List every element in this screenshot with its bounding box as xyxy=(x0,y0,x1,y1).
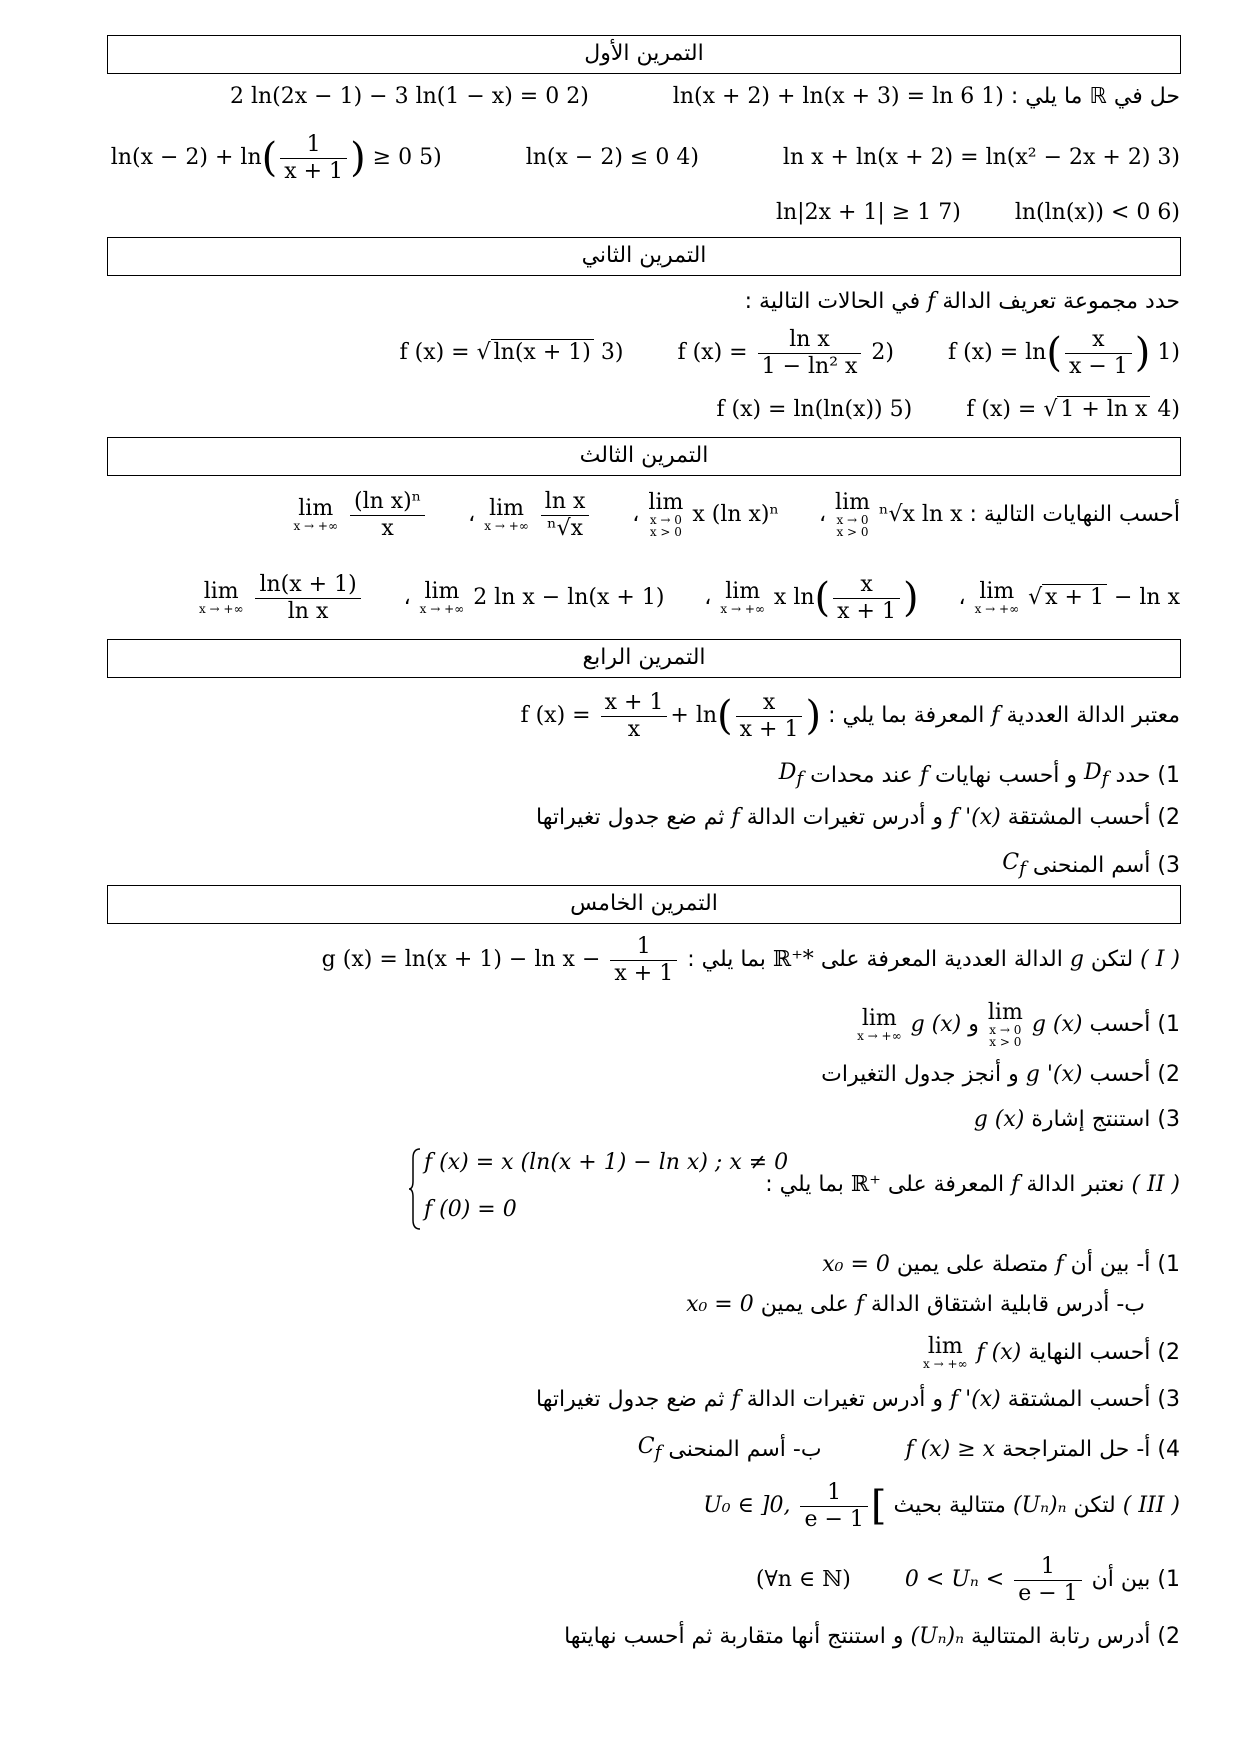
ex5-II-q2-lim xyxy=(921,1333,1021,1373)
ex3-lim-4-num: (ln x)ⁿ xyxy=(353,488,422,514)
ex2-f1-frac xyxy=(1065,327,1132,380)
ex1-eq-1: ln(x + 2) + ln(x + 3) = ln 6 xyxy=(672,84,975,109)
ex3-lim-6-num: x xyxy=(860,571,873,597)
ex5-II-q1b xyxy=(686,1290,1145,1320)
ex1-eq-5-num: 1 xyxy=(306,131,321,157)
ex1-label-1: 1) xyxy=(981,84,1004,109)
ex1-eq-2: 2 ln(2x − 1) − 3 ln(1 − x) = 0 xyxy=(229,84,560,109)
ex4-q1-b: و أحسب نهايات xyxy=(934,763,1078,789)
ex5-g-frac xyxy=(610,934,677,987)
ex5-partI-a: لتكن xyxy=(1090,947,1134,972)
ex1-line-1 xyxy=(230,82,1180,112)
ex5-partII-label: ( II ) xyxy=(1131,1172,1180,1197)
ex1-eq-5-a: ln(x − 2) + ln xyxy=(110,145,262,170)
ex2-f1-a: f (x) = ln xyxy=(948,340,1047,365)
ex5-I-q1-a: 1) أحسب xyxy=(1089,1012,1180,1037)
ex5-II-q1a-b: متصلة على يمين xyxy=(896,1252,1049,1277)
ex5-II-q1b-a: ب- أدرس قابلية اشتقاق الدالة xyxy=(870,1292,1145,1317)
ex5-II-q1b-x0: x₀ = 0 xyxy=(686,1292,754,1317)
ex5-I-q3-a: 3) استنتج إشارة xyxy=(1031,1107,1180,1132)
ex3-lim-5-sub: x → +∞ xyxy=(974,602,1020,616)
ex4-q2-c: ثم ضع جدول تغيراتها xyxy=(536,805,725,830)
exercise-4-header: التمرين الرابع xyxy=(107,639,1181,678)
ex3-lim-6-sub: x → +∞ xyxy=(720,602,765,616)
ex3-lim-8-sub: x → +∞ xyxy=(198,602,244,616)
ex5-I-q1-lim-1 xyxy=(986,1000,1083,1050)
ex3-lim-8-num: ln(x + 1) xyxy=(259,571,357,597)
ex5-II-q3 xyxy=(536,1385,1180,1415)
ex4-intro-f: f xyxy=(991,703,1000,728)
ex4-intro xyxy=(520,688,1180,744)
ex5-III-q2 xyxy=(564,1622,1180,1652)
ex5-I-q1 xyxy=(855,1000,1180,1050)
ex3-lim-1-word: lim xyxy=(835,490,870,515)
ex1-label-2: 2) xyxy=(566,84,589,109)
ex5-I-q2 xyxy=(821,1060,1180,1090)
ex3-lim-4-frac xyxy=(350,489,425,542)
ex4-q1 xyxy=(779,758,1180,794)
ex5-II-q2 xyxy=(921,1333,1180,1373)
ex2-f2-a: f (x) = xyxy=(677,340,748,365)
ex5-I-q1-and: و xyxy=(968,1012,979,1037)
ex3-lim-6-frac xyxy=(833,572,900,625)
ex4-q1-f: f xyxy=(919,763,928,789)
ex1-eq-4: ln(x − 2) ≤ 0 xyxy=(525,145,670,170)
ex3-lim-5-op xyxy=(975,581,1020,615)
ex5-III-q1-quant: (∀n ∈ ℕ) xyxy=(755,1567,851,1592)
ex3-lim-5-radicand: x + 1 xyxy=(1042,584,1107,610)
ex2-intro xyxy=(745,287,1180,317)
ex3-lim-4-sub: x → +∞ xyxy=(293,519,338,533)
ex2-f1-num: x xyxy=(1092,326,1105,352)
ex5-u0-den: e − 1 xyxy=(800,1506,867,1533)
ex5-III-q1-a: 1) بين أن xyxy=(1091,1567,1180,1592)
ex5-u0-num: 1 xyxy=(827,1479,842,1505)
ex5-II-q4-a: 4) أ- حل المتراجحة xyxy=(1002,1437,1180,1463)
ex5-partII-b: المعرفة على xyxy=(887,1172,1005,1197)
ex5-partI-c: بما يلي : xyxy=(687,947,766,972)
ex3-lim-6: lim x → +∞ x ln( $\frac{x}{x + 1}$ ) xyxy=(720,571,919,624)
ex5-II-q3-a: 3) أحسب المشتقة xyxy=(1007,1387,1180,1412)
ex5-I-q1-lim-2 xyxy=(855,1000,961,1050)
ex3-sep-5: ، xyxy=(704,585,712,610)
ex5-II-q4 xyxy=(638,1432,1180,1468)
ex3-lim-1-op xyxy=(835,492,870,538)
ex5-I-q2-a: 2) أحسب xyxy=(1089,1062,1180,1087)
ex5-II-q1b-f: f xyxy=(855,1292,864,1317)
ex5-partII-c: بما يلي : xyxy=(765,1172,844,1197)
ex5-partI-g: g xyxy=(1069,947,1084,972)
ex4-q1-df2-letter: D xyxy=(778,760,797,785)
ex4-def-b: + ln xyxy=(670,703,718,728)
ex2-f2-frac xyxy=(758,327,862,380)
ex5-III-q1-num: 1 xyxy=(1040,1553,1055,1579)
ex4-def-den-1: x xyxy=(601,716,668,743)
ex5-I-q1-lim-1-sub-b: x > 0 xyxy=(989,1035,1022,1049)
ex2-line-1 xyxy=(399,325,1180,381)
ex1-label-3: 3) xyxy=(1157,145,1180,170)
ex3-lim-8-word: lim xyxy=(203,579,239,604)
ex5-partI-label: ( I ) xyxy=(1140,947,1180,972)
ex4-q2-a: 2) أحسب المشتقة xyxy=(1007,805,1180,830)
ex5-g-definition xyxy=(322,932,681,988)
ex5-III-q1-frac xyxy=(1014,1554,1081,1607)
ex3-sep-3: ، xyxy=(468,502,476,527)
ex5-partII-set: ℝ⁺ xyxy=(850,1172,881,1197)
ex2-f3-a: f (x) = √ xyxy=(399,340,491,365)
ex3-lim-3-op xyxy=(484,498,529,532)
ex3-lim-8-den: ln x xyxy=(255,598,360,625)
ex5-g-den: x + 1 xyxy=(610,960,677,987)
ex5-I-q1-lim-2-sub: x → +∞ xyxy=(857,1029,902,1043)
ex3-lim-2-word: lim xyxy=(648,490,684,515)
ex5-II-q3-m: f '(x) xyxy=(950,1387,1001,1412)
ex5-system-brace xyxy=(408,1148,422,1230)
ex5-II-q2-lim-word: lim xyxy=(927,1334,963,1359)
ex3-lim-6-a: x ln xyxy=(773,585,815,610)
ex2-intro-b: في الحالات التالية : xyxy=(744,289,921,314)
ex5-III-q2-b: و استنتج أنها متقاربة ثم أحسب نهايتها xyxy=(564,1624,904,1649)
ex2-f3 xyxy=(399,325,593,381)
ex5-partI-intro xyxy=(322,932,1180,988)
ex3-lim-5-tail: − ln x xyxy=(1113,585,1180,610)
ex3-lim-6-op xyxy=(720,581,765,615)
ex2-f1: f (x) = ln( $\frac{x}{x - 1}$ ) xyxy=(948,326,1151,379)
ex3-sep-6: ، xyxy=(403,585,411,610)
ex4-q2-b: و أدرس تغيرات الدالة xyxy=(746,805,943,830)
ex5-system-line-2: f (0) = 0 xyxy=(424,1197,517,1222)
exercise-2-header: التمرين الثاني xyxy=(107,237,1181,276)
ex2-f2-den: 1 − ln² x xyxy=(758,353,862,380)
ex1-label-4: 4) xyxy=(676,145,699,170)
ex3-sep-1: ، xyxy=(818,502,827,527)
ex5-II-q1a-x0: x₀ = 0 xyxy=(822,1252,890,1277)
ex3-lim-8-op xyxy=(199,581,244,615)
ex4-intro-b: المعرفة بما يلي : xyxy=(828,703,985,728)
ex1-eq-5: ln(x − 2) + ln( $\frac{1}{x + 1}$ ) ≥ 0 xyxy=(110,131,413,184)
ex5-II-q2-a: 2) أحسب النهاية xyxy=(1028,1340,1180,1365)
ex5-partIII-u: (Uₙ)ₙ xyxy=(1012,1493,1067,1518)
ex2-f2 xyxy=(677,325,864,381)
ex5-II-q1a xyxy=(822,1250,1180,1280)
ex3-lim-8 xyxy=(197,570,364,626)
ex3-lim-4-den: x xyxy=(350,515,425,542)
ex4-q3-cf-letter: C xyxy=(1002,850,1020,875)
ex4-def-den-2: x + 1 xyxy=(736,716,803,743)
ex4-intro-a: معتبر الدالة العددية xyxy=(1006,703,1180,728)
ex4-def-frac-1 xyxy=(601,690,668,743)
ex2-label-3: 3) xyxy=(600,340,624,365)
ex4-q1-df-2 xyxy=(779,758,803,794)
ex3-lim-8-frac xyxy=(255,572,360,625)
ex5-I-q2-b: و أنجز جدول التغيرات xyxy=(821,1062,1019,1087)
ex5-II-q4-cf-sub: f xyxy=(654,1442,662,1464)
ex2-label-1: 1) xyxy=(1157,340,1180,365)
ex5-III-q1-ineq xyxy=(905,1552,1085,1608)
ex3-lim-3-word: lim xyxy=(489,496,524,521)
ex5-I-q1-g-2: g (x) xyxy=(910,1012,962,1037)
ex3-lim-2-sub-a: x → 0 xyxy=(649,513,682,527)
ex5-partII-a: نعتبر الدالة xyxy=(1026,1172,1125,1197)
ex5-III-q2-a: 2) أدرس رتابة المتتالية xyxy=(971,1624,1180,1649)
ex5-u0-a: U₀ ∈ ]0, xyxy=(703,1493,791,1518)
ex5-u0-b: [ xyxy=(870,1483,887,1529)
ex4-q2 xyxy=(536,803,1180,833)
ex3-lim-7-word: lim xyxy=(424,579,460,604)
ex4-q1-df xyxy=(1084,758,1108,794)
ex5-I-q1-lim-2-op xyxy=(857,1008,902,1042)
ex5-I-q1-lim-1-word: lim xyxy=(987,1000,1023,1025)
ex5-II-q1a-f: f xyxy=(1055,1252,1064,1277)
ex4-q3-cf xyxy=(1002,848,1026,884)
ex2-label-5: 5) xyxy=(889,397,913,422)
ex4-q1-df-sub: f xyxy=(1101,768,1109,790)
ex2-f4-radicand: 1 + ln x xyxy=(1057,396,1150,422)
ex5-partI-set: ℝ⁺* xyxy=(772,947,814,972)
ex3-line-1 xyxy=(291,487,1180,543)
ex1-eq-5-den: x + 1 xyxy=(280,158,347,185)
ex3-lim-7-sub: x → +∞ xyxy=(419,602,465,616)
ex4-def-frac-2 xyxy=(736,690,803,743)
ex5-II-q2-lim-op xyxy=(923,1336,968,1370)
brace-icon xyxy=(408,1148,422,1230)
ex5-III-q1 xyxy=(756,1552,1180,1608)
ex1-eq-5-b: ≥ 0 xyxy=(372,145,413,170)
ex5-II-q2-lim-sub: x → +∞ xyxy=(923,1357,968,1371)
ex1-line-3 xyxy=(776,198,1180,228)
ex3-lim-3 xyxy=(482,487,592,543)
ex5-partII-intro xyxy=(765,1170,1180,1200)
ex3-lim-7-expr: 2 ln x − ln(x + 1) xyxy=(473,585,665,610)
ex5-partIII-b: متتالية بحيث xyxy=(893,1493,1006,1518)
ex4-q1-a: 1) حدد xyxy=(1115,763,1180,789)
ex5-III-q2-u: (Uₙ)ₙ xyxy=(910,1624,965,1649)
ex2-intro-f: f xyxy=(927,289,936,314)
ex3-sep-4: ، xyxy=(958,585,966,610)
ex1-label-5: 5) xyxy=(419,145,442,170)
ex3-lim-5 xyxy=(973,570,1180,626)
ex5-partII-f: f xyxy=(1011,1172,1020,1197)
ex3-sep-2: ، xyxy=(632,502,640,527)
ex2-label-4: 4) xyxy=(1157,397,1180,422)
ex5-II-q1b-b: على يمين xyxy=(760,1292,849,1317)
ex3-lim-2 xyxy=(646,487,779,543)
ex5-II-q4-cf-letter: C xyxy=(637,1434,655,1459)
ex3-lim-3-frac xyxy=(541,489,590,542)
ex3-lim-7-op xyxy=(420,581,465,615)
ex4-def-num-2: x xyxy=(762,689,776,715)
ex4-definition: f (x) = $\frac{x + 1}{x}$ + ln( $\frac{x}{x + 1}$ ) xyxy=(520,689,822,742)
ex5-II-q4-b: ب- أسم المنحنى xyxy=(668,1437,822,1463)
ex5-partIII-a: لتكن xyxy=(1073,1493,1116,1518)
ex5-u0-frac xyxy=(800,1480,867,1533)
ex2-f4 xyxy=(966,395,1150,425)
ex4-q2-m: f '(x) xyxy=(950,805,1001,830)
ex3-lim-6-word: lim xyxy=(725,579,761,604)
exercise-1-header: التمرين الأول xyxy=(107,35,1181,74)
ex3-lim-3-num: ln x xyxy=(544,488,586,514)
ex1-eq-3: ln x + ln(x + 2) = ln(x² − 2x + 2) xyxy=(782,145,1151,170)
ex1-label-7: 7) xyxy=(938,200,961,225)
ex5-u0-condition xyxy=(703,1478,886,1534)
ex3-lim-3-den: ⁿ√x xyxy=(541,515,590,542)
ex4-q3 xyxy=(1002,848,1180,884)
ex5-II-q4-cf xyxy=(638,1432,662,1468)
ex3-lim-2-expr: x (ln x)ⁿ xyxy=(692,502,780,527)
ex2-line-2 xyxy=(716,395,1180,425)
ex5-I-q1-lim-2-word: lim xyxy=(861,1006,897,1031)
ex4-def-a: f (x) = xyxy=(520,703,591,728)
ex3-intro: أحسب النهايات التالية : xyxy=(969,502,1180,527)
ex5-II-q3-f: f xyxy=(731,1387,740,1412)
ex2-label-2: 2) xyxy=(871,340,895,365)
ex3-lim-2-op xyxy=(648,492,683,538)
ex5-I-q1-lim-1-op xyxy=(988,1002,1023,1048)
ex3-lim-5-root: √ xyxy=(1028,585,1043,610)
ex1-label-6: 6) xyxy=(1157,200,1180,225)
ex3-lim-7 xyxy=(418,570,665,626)
ex5-II-q2-m: f (x) xyxy=(976,1340,1022,1365)
ex5-g-num: 1 xyxy=(636,933,651,959)
ex2-f1-den: x − 1 xyxy=(1065,353,1132,380)
ex4-q1-df2-sub: f xyxy=(796,768,804,790)
ex1-eq-7: ln|2x + 1| ≥ 1 xyxy=(775,200,932,225)
ex1-line-2 xyxy=(111,130,1180,186)
ex4-q3-a: 3) أسم المنحنى xyxy=(1032,853,1180,879)
ex5-II-q1a-a: 1) أ- بين أن xyxy=(1070,1252,1180,1277)
ex2-f5: f (x) = ln(ln(x)) xyxy=(716,397,883,422)
ex2-f2-num: ln x xyxy=(789,326,830,352)
ex5-I-q3-m: g (x) xyxy=(973,1107,1025,1132)
exercise-3-header: التمرين الثالث xyxy=(107,437,1181,476)
ex5-I-q3 xyxy=(974,1105,1180,1135)
ex5-I-q1-lim-1-sub-a: x → 0 xyxy=(989,1023,1022,1037)
ex5-II-q4-m: f (x) ≥ x xyxy=(905,1437,996,1463)
ex3-lim-3-sub: x → +∞ xyxy=(484,519,529,533)
ex4-q3-cf-sub: f xyxy=(1019,858,1026,880)
ex5-I-q2-m: g '(x) xyxy=(1025,1062,1083,1087)
ex4-def-num-1: x + 1 xyxy=(604,689,664,715)
ex3-lim-6-den: x + 1 xyxy=(833,598,900,625)
ex5-III-q1-den: e − 1 xyxy=(1014,1580,1081,1607)
ex4-q1-c: عند محدات xyxy=(810,763,913,789)
ex3-lim-4 xyxy=(291,487,428,543)
ex5-system-line-1: f (x) = x (ln(x + 1) − ln x) ; x ≠ 0 xyxy=(424,1150,789,1175)
exercise-5-header: التمرين الخامس xyxy=(107,885,1181,924)
ex3-lim-1-sub-b: x > 0 xyxy=(836,525,869,539)
ex1-eq-6: ln(ln(x)) < 0 xyxy=(1014,200,1151,225)
ex3-lim-2-sub-b: x > 0 xyxy=(649,525,682,539)
ex3-lim-5-word: lim xyxy=(979,579,1015,604)
ex1-intro: حل في ℝ ما يلي : xyxy=(1010,84,1180,109)
ex3-lim-1-sub-a: x → 0 xyxy=(836,513,869,527)
ex5-partIII-label: ( III ) xyxy=(1122,1493,1180,1518)
ex5-I-q1-g-1: g (x) xyxy=(1031,1012,1083,1037)
ex5-III-q1-ineq-a: 0 < Uₙ < xyxy=(904,1567,1005,1592)
ex5-partIII-intro xyxy=(703,1478,1180,1534)
ex3-lim-1 xyxy=(833,487,962,543)
ex1-eq-5-frac xyxy=(280,132,347,185)
ex5-g-def-a: g (x) = ln(x + 1) − ln x − xyxy=(321,947,601,972)
ex3-lim-1-expr: ⁿ√x ln x xyxy=(878,502,963,527)
ex5-II-q3-b: و أدرس تغيرات الدالة xyxy=(746,1387,943,1412)
ex3-lim-4-word: lim xyxy=(298,496,334,521)
ex5-II-q3-c: ثم ضع جدول تغيراتها xyxy=(536,1387,725,1412)
ex4-q1-df-letter: D xyxy=(1084,760,1102,785)
ex5-partI-b: الدالة العددية المعرفة على xyxy=(820,947,1063,972)
ex2-f3-radicand: ln(x + 1) xyxy=(491,339,594,365)
ex2-intro-a: حدد مجموعة تعريف الدالة xyxy=(942,289,1180,314)
ex2-f4-a: f (x) = √ xyxy=(966,397,1058,422)
ex3-lim-4-op xyxy=(293,498,338,532)
ex4-q2-f: f xyxy=(731,805,740,830)
ex3-line-2 xyxy=(197,570,1180,626)
